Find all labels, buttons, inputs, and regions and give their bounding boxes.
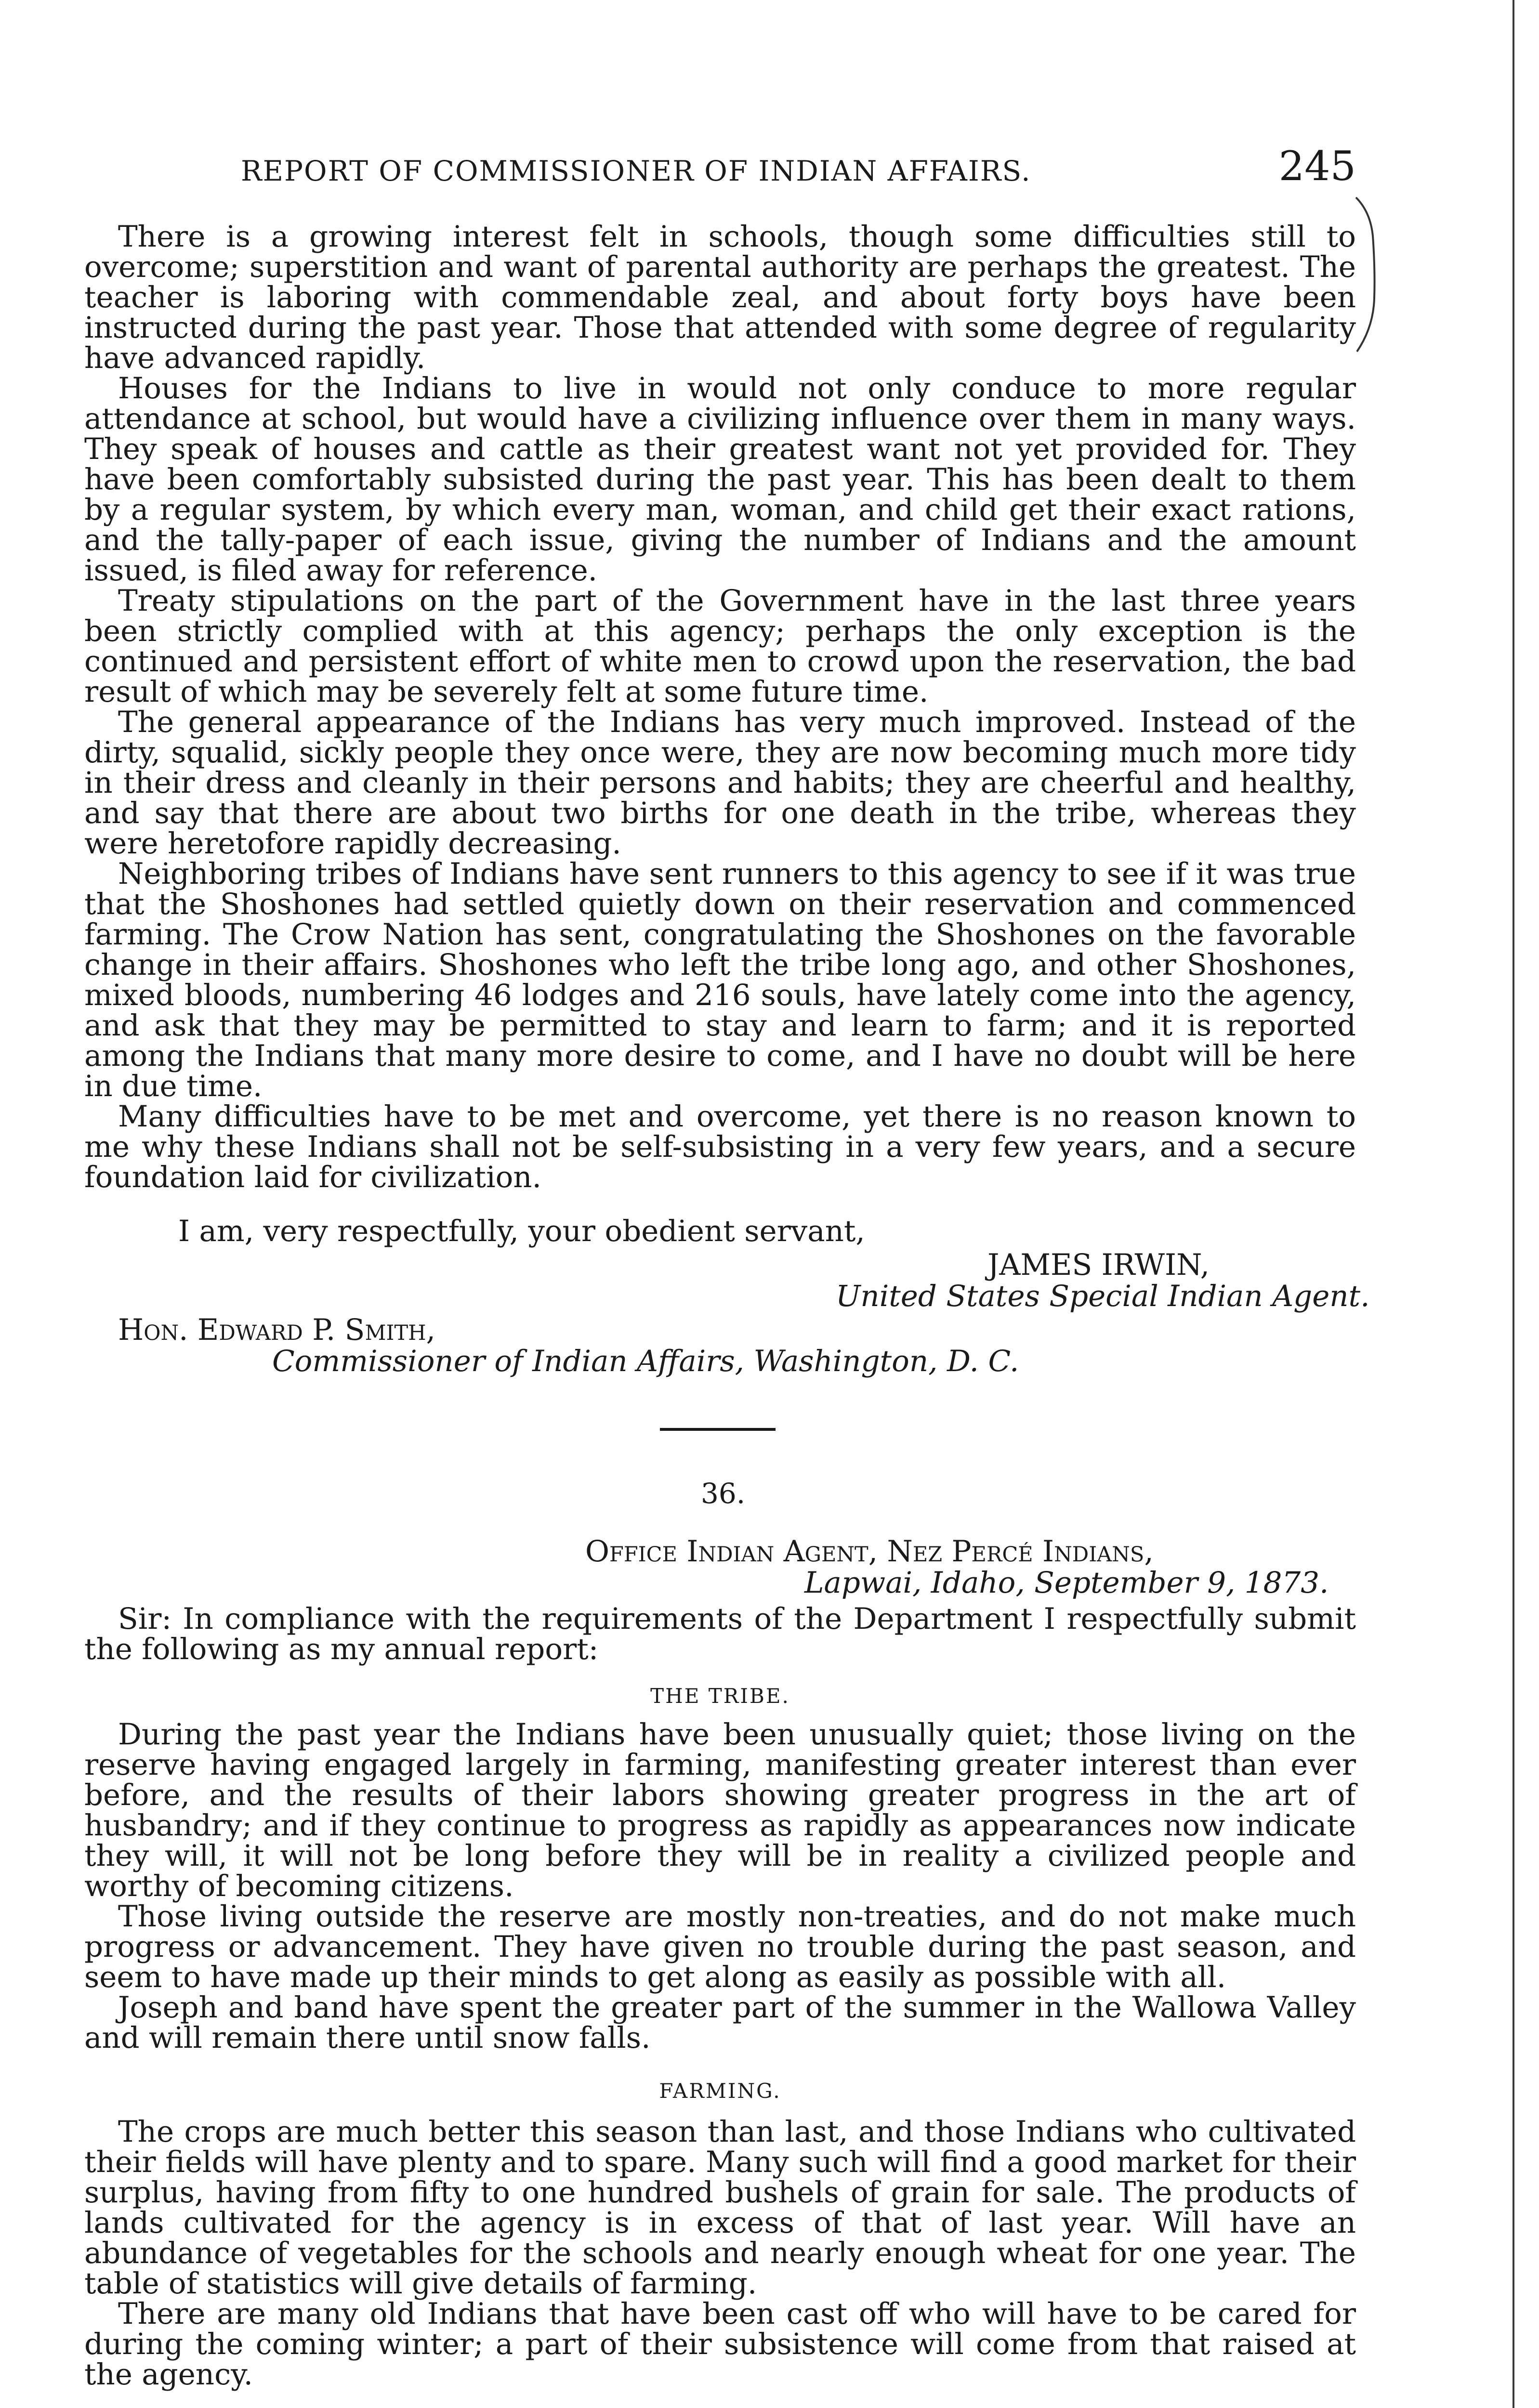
- signer-title: United States Special Indian Agent.: [836, 1279, 1370, 1313]
- document-number: 36.: [701, 1477, 746, 1510]
- paragraph: The general appearance of the Indians has very much improved. Instead of the dirty, squalid, sickly people they once were, they are now becoming much more tidy in their dress and cleanly in their persons and habits; they are cheerful and healthy, and say that there are about two births for one death in the tribe, whereas they were heretofore rapidly decreasing.: [84, 705, 1356, 861]
- addressee-title: Commissioner of Indian Affairs, Washington, D. C.: [272, 1344, 1019, 1378]
- paragraph: The crops are much better this season than last, and those Indians who cultivated their fields will have plenty and to spare. Many such will find a good market for their surplus, having from fifty to one hundred bushels of grain for sale. The products of lands cultivated for the agency is in excess of that of last year. Will have an abundance of vegetables for the schools and nearly enough wheat for one year. The table of statistics will give details of farming.: [84, 2115, 1356, 2301]
- closing-line: I am, very respectfully, your obedient servant,: [178, 1214, 865, 1248]
- paragraph: There is a growing interest felt in schools, though some difficulties still to overcome; superstition and want of parental authority are perhaps the greatest. The teacher is laboring with commendable zeal, and about forty boys have been instructed during the past year. Those that attended with some degree of regularity have advanced rapidly.: [84, 220, 1356, 375]
- page-header: [84, 144, 1356, 197]
- letter1-body: [84, 222, 1356, 1192]
- section-heading-tribe: THE TRIBE.: [650, 1684, 790, 1708]
- section-divider: [660, 1428, 776, 1431]
- signer-name: JAMES IRWIN,: [987, 1248, 1210, 1282]
- running-head: REPORT OF COMMISSIONER OF INDIAN AFFAIRS.: [241, 155, 1031, 187]
- place-date: Lapwai, Idaho, September 9, 1873.: [804, 1566, 1329, 1600]
- paragraph: Treaty stipulations on the part of the Government have in the last three years been strictly complied with at this agency; perhaps the only exception is the continued and persistent effort of white men to crowd upon the reservation, the bad result of which may be severely felt at some future time.: [84, 584, 1356, 709]
- page-number: 245: [1278, 143, 1356, 190]
- section-heading-farming: FARMING.: [659, 2079, 781, 2103]
- paragraph: Those living outside the reserve are mostly non-treaties, and do not make much progress or advancement. They have given no trouble during the past season, and seem to have made up their minds to get along as easily as possible with all.: [84, 1899, 1356, 1994]
- page-edge-line: [1513, 0, 1514, 2408]
- paragraph: During the past year the Indians have been unusually quiet; those living on the reserve having engaged largely in farming, manifesting greater interest than ever before, and the results of their labors showing greater progress in the art of husbandry; and if they continue to progress as rapidly as appearances now indicate they will, it will not be long before they will be in reality a civilized people and worthy of becoming citizens.: [84, 1717, 1356, 1903]
- paragraph: Houses for the Indians to live in would not only conduce to more regular attendance at school, but would have a civilizing influence over them in many ways. They speak of houses and cattle as their greatest want not yet provided for. They have been comfortably subsisted during the past year. This has been dealt to them by a regular system, by which every man, woman, and child get their exact rations, and the tally-paper of each issue, giving the number of Indians and the amount issued, is filed away for reference.: [84, 371, 1356, 588]
- tribe-section-body: [84, 1719, 1356, 2053]
- farming-section-body: [84, 2117, 1356, 2390]
- salutation-text: Sir: In compliance with the requirements of the Department I respectfully submit the following as my annual report:: [84, 1602, 1356, 1666]
- salutation: [84, 1604, 1356, 1664]
- paragraph: Joseph and band have spent the greater part of the summer in the Wallowa Valley and will remain there until snow falls.: [84, 1990, 1356, 2055]
- office-heading: Office Indian Agent, Nez Percé Indians,: [585, 1534, 1154, 1569]
- paragraph: There are many old Indians that have been cast off who will have to be cared for during the coming winter; a part of their subsistence will come from that raised at the agency.: [84, 2297, 1356, 2392]
- margin-bracket-mark: [1351, 193, 1385, 356]
- paragraph: Neighboring tribes of Indians have sent runners to this agency to see if it was true that the Shoshones had settled quietly down on their reservation and commenced farming. The Crow Nation has sent, congratulating the Shoshones on the favorable change in their affairs. Shoshones who left the tribe long ago, and other Shoshones, mixed bloods, numbering 46 lodges and 216 souls, have lately come into the agency, and ask that they may be permitted to stay and learn to farm; and it is reported among the Indians that many more desire to come, and I have no doubt will be here in due time.: [84, 857, 1356, 1103]
- paragraph: Many difficulties have to be met and overcome, yet there is no reason known to me why these Indians shall not be self-subsisting in a very few years, and a secure foundation laid for civilization.: [84, 1099, 1356, 1194]
- addressee-name: Hon. Edward P. Smith,: [118, 1313, 436, 1347]
